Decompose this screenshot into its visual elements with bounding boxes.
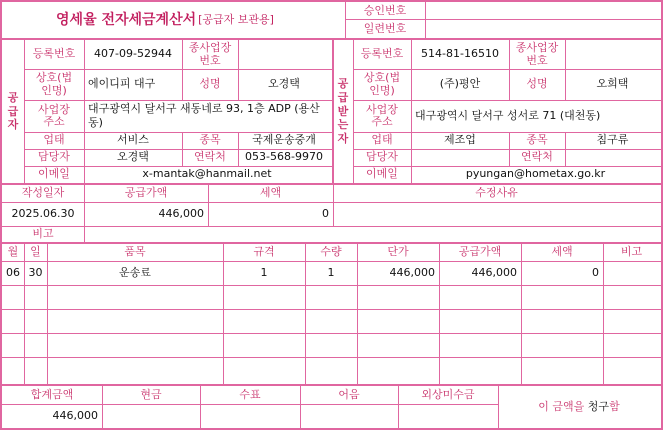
item-col-header: 수량	[320, 244, 342, 258]
grid-line	[345, 19, 661, 20]
promissory-note-label: 어음	[338, 387, 360, 401]
grid-line	[333, 185, 334, 226]
supplier-company: 에이디피 대구	[88, 77, 156, 91]
buyer-email-label: 이메일	[366, 167, 398, 181]
supplier-address: 대구광역시 달서구 새동네로 93, 1층 ADP (용산동)	[88, 101, 320, 129]
buyer-side-label	[333, 40, 353, 183]
supplier-reg-no: 407-09-52944	[94, 47, 172, 61]
item-cell	[603, 261, 660, 285]
item-cell: 30	[28, 265, 43, 279]
grid-line	[182, 40, 183, 100]
supplier-manager: 오경택	[117, 150, 149, 164]
approval-value	[425, 2, 660, 20]
buyer-company: (주)평안	[439, 77, 481, 91]
side-char: 공	[337, 77, 349, 91]
grid-line	[603, 244, 604, 384]
grid-line	[0, 384, 663, 386]
grid-line	[238, 132, 239, 166]
item-cell: 446,000	[471, 265, 517, 279]
side-char: 자	[337, 132, 349, 146]
grid-line	[24, 69, 332, 70]
buyer-item-label: 종목	[526, 133, 548, 147]
grid-line	[353, 40, 354, 183]
side-char: 는	[337, 118, 349, 132]
grid-line	[332, 40, 334, 184]
claim-word: 청구	[587, 399, 610, 413]
grid-line	[498, 386, 499, 428]
buyer-branch	[565, 40, 660, 69]
supplier-email-label: 이메일	[38, 167, 70, 181]
grid-line	[84, 226, 85, 243]
grid-line	[84, 40, 85, 183]
item-col-header: 규격	[253, 244, 275, 258]
supplier-contact-label: 연락처	[194, 150, 226, 164]
tax-label: 세액	[259, 185, 282, 199]
buyer-name-label: 성명	[526, 77, 548, 91]
grid-line	[200, 386, 201, 428]
grid-line	[182, 132, 183, 166]
item-cell: 06	[6, 265, 20, 279]
grid-line	[24, 244, 25, 384]
item-col-header: 단가	[387, 244, 409, 258]
grid-line	[84, 185, 85, 226]
claim-suffix: 함	[609, 399, 620, 413]
claim-prefix: 이 금액을	[538, 399, 588, 413]
grid-line	[353, 132, 661, 133]
supplier-address-label: 사업장주소	[38, 102, 70, 128]
note-value	[84, 226, 660, 243]
item-cell: 운송료	[119, 265, 151, 279]
total-value: 446,000	[52, 408, 98, 422]
grid-line	[24, 149, 332, 150]
grid-line	[509, 40, 510, 100]
grid-line	[305, 244, 306, 384]
grid-line	[2, 357, 661, 358]
grid-line	[353, 69, 661, 70]
item-col-header: 비고	[620, 244, 643, 258]
item-cell: 446,000	[389, 265, 435, 279]
buyer-email: pyungan@hometax.go.kr	[465, 167, 606, 181]
grid-line	[411, 40, 412, 183]
buyer-manager-label: 담당자	[366, 150, 398, 164]
credit-label: 외상미수금	[421, 387, 475, 401]
item-col-header: 세액	[551, 244, 573, 258]
side-char: 받	[337, 104, 349, 118]
grid-line	[24, 100, 332, 101]
supply-label: 공급가액	[124, 185, 168, 199]
supplier-name: 오경택	[268, 77, 300, 91]
side-char: 자	[7, 118, 19, 132]
approval-label: 승인번호	[363, 3, 407, 17]
grid-line	[2, 261, 661, 262]
date-value: 2025.06.30	[11, 206, 75, 220]
grid-line	[0, 0, 2, 430]
side-char: 급	[7, 104, 19, 118]
reason-label: 수정사유	[475, 185, 518, 199]
supplier-name-label: 성명	[199, 77, 221, 91]
grid-line	[102, 386, 103, 428]
supplier-item-label: 종목	[199, 133, 221, 147]
reason-value	[333, 202, 660, 226]
supplier-contact: 053-568-9970	[245, 150, 323, 164]
supplier-reg-label: 등록번호	[32, 47, 76, 61]
tax-value: 0	[322, 206, 329, 220]
title-main: 영세율 전자세금계산서	[56, 12, 197, 28]
item-col-header: 품목	[124, 244, 146, 258]
grid-line	[24, 132, 332, 133]
buyer-business-type-label: 업태	[371, 133, 393, 147]
grid-line	[565, 132, 566, 166]
total-label: 합계금액	[30, 387, 74, 401]
buyer-contact	[565, 149, 660, 166]
supplier-business-type-label: 업태	[43, 133, 65, 147]
note-label: 비고	[32, 227, 54, 241]
item-col-header: 월	[7, 244, 19, 258]
supplier-branch-label: 종사업장번호	[188, 41, 232, 67]
grid-line	[2, 202, 661, 203]
date-label: 작성일자	[21, 185, 65, 199]
check-label: 수표	[239, 387, 261, 401]
grid-line	[509, 132, 510, 166]
item-col-header: 일	[30, 244, 41, 258]
supplier-branch	[238, 40, 330, 69]
buyer-address-label: 사업장주소	[366, 102, 398, 128]
item-cell: 0	[592, 265, 599, 279]
promissory-note-value	[300, 404, 398, 428]
buyer-reg-no: 514-81-16510	[421, 47, 499, 61]
side-char: 공	[7, 90, 19, 104]
grid-line	[439, 244, 440, 384]
claim-statement	[498, 386, 660, 428]
grid-line	[0, 226, 663, 227]
grid-line	[2, 285, 661, 286]
credit-value	[398, 404, 498, 428]
grid-line	[208, 185, 209, 226]
grid-line	[300, 386, 301, 428]
grid-line	[47, 244, 48, 384]
buyer-address: 대구광역시 달서구 성서로 71 (대천동)	[415, 108, 601, 122]
grid-line	[24, 40, 25, 183]
grid-line	[0, 183, 663, 185]
serial-label: 일련번호	[363, 21, 407, 35]
supplier-side-label	[2, 40, 24, 183]
supplier-business-type: 서비스	[117, 133, 149, 147]
buyer-name: 오희택	[596, 77, 629, 91]
supplier-email: x-mantak@hanmail.net	[142, 167, 272, 181]
buyer-reg-label: 등록번호	[360, 47, 404, 61]
grid-line	[357, 244, 358, 384]
item-cell: 1	[327, 265, 335, 279]
buyer-manager	[411, 149, 509, 166]
supplier-company-label: 상호(법인명)	[35, 71, 73, 97]
grid-line	[2, 309, 661, 310]
grid-line	[223, 244, 224, 384]
item-col-header: 공급가액	[458, 244, 502, 258]
grid-line	[353, 149, 661, 150]
cash-value	[102, 404, 200, 428]
serial-value	[425, 20, 660, 38]
supplier-item: 국제운송중개	[252, 133, 316, 147]
grid-line	[521, 244, 522, 384]
buyer-contact-label: 연락처	[521, 150, 553, 164]
grid-line	[2, 404, 498, 405]
grid-line	[0, 0, 663, 2]
buyer-item: 침구류	[596, 133, 629, 147]
grid-line	[24, 166, 332, 167]
check-value	[200, 404, 300, 428]
supply-value: 446,000	[158, 206, 204, 220]
side-char: 급	[337, 90, 349, 104]
grid-line	[238, 40, 239, 100]
item-cell: 1	[260, 265, 268, 279]
grid-line	[565, 40, 566, 100]
grid-line	[2, 333, 661, 334]
title-sub: [공급자 보관용]	[198, 13, 274, 26]
cash-label: 현금	[140, 387, 162, 401]
document-title	[0, 0, 330, 38]
grid-line	[0, 242, 663, 244]
grid-line	[353, 166, 661, 167]
buyer-branch-label: 종사업장번호	[515, 41, 559, 67]
buyer-company-label: 상호(법인명)	[363, 71, 401, 97]
grid-line	[353, 100, 661, 101]
buyer-business-type: 제조업	[444, 133, 476, 147]
grid-line	[398, 386, 399, 428]
supplier-manager-label: 담당자	[38, 150, 70, 164]
